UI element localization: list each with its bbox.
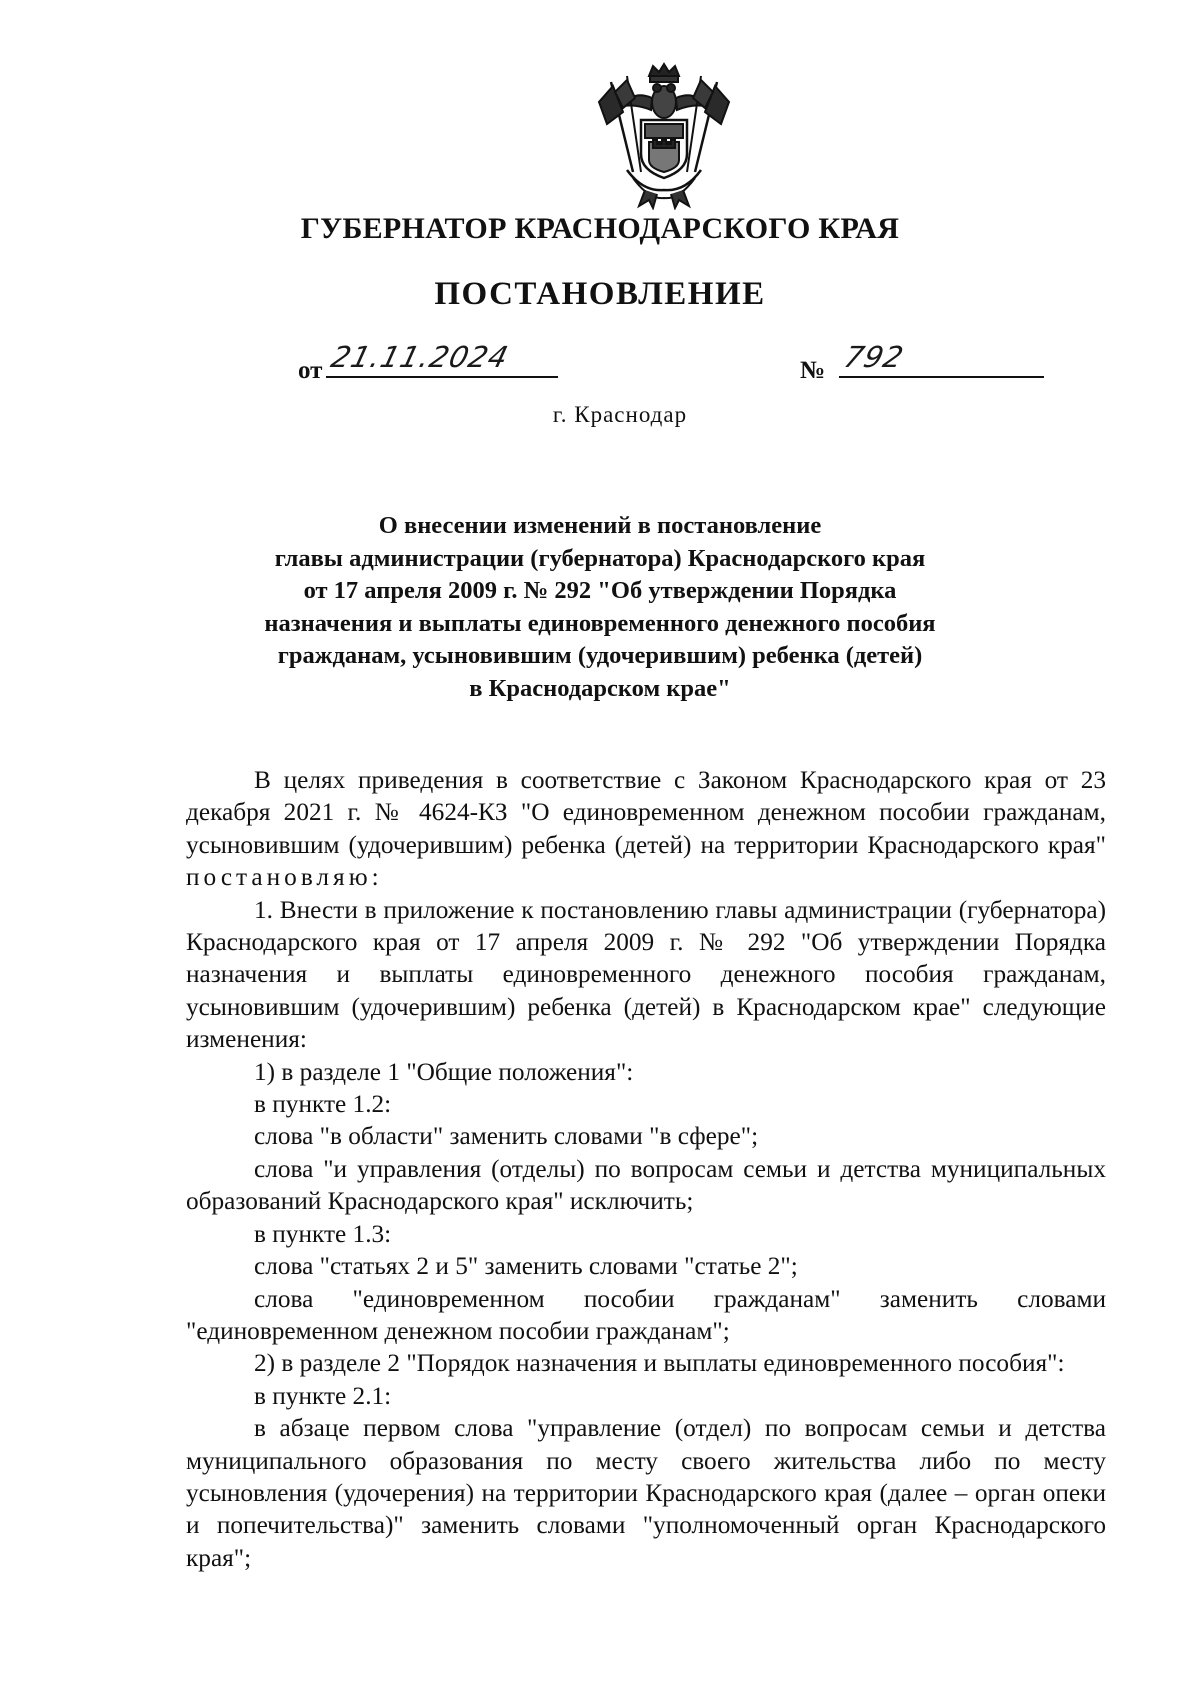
decree-word: постановляю: — [186, 863, 383, 892]
body-paragraph: 1) в разделе 1 "Общие положения": — [254, 1057, 634, 1086]
preamble-text: В целях приведения в соответствие с Законом Краснодарского края от 23 декабря 2021 г. № 4624-КЗ "О единовременном денежном пособии гражданам, усыновившим (удочерившим) ребенка (детей) на территории Краснодарского края" — [186, 766, 1106, 859]
document-title — [250, 510, 950, 705]
body-paragraph: 2) в разделе 2 "Порядок назначения и выплаты единовременного пособия": — [254, 1349, 1065, 1378]
issuing-authority: ГУБЕРНАТОР КРАСНОДАРСКОГО КРАЯ — [300, 212, 900, 245]
body-paragraph: слова "статьях 2 и 5" заменить словами "статье 2"; — [254, 1252, 798, 1281]
body-paragraph: слова "и управления (отделы) по вопросам семьи и детства муниципальных образований Краснодарского края" исключить; — [186, 1154, 1106, 1216]
body-paragraph: в пункте 2.1: — [254, 1381, 392, 1410]
title-line: главы администрации (губернатора) Краснодарского края — [274, 544, 926, 572]
number-prefix: № — [800, 357, 826, 384]
title-line: гражданам, усыновившим (удочерившим) ребенка (детей) — [277, 642, 923, 669]
body-paragraph: слова "в области" заменить словами "в сфере"; — [254, 1122, 759, 1151]
body-paragraph: 1. Внести в приложение к постановлению главы администрации (губернатора) Краснодарского края от 17 апреля 2009 г. № 292 "Об утверждении Порядка назначения и выплаты единовременного денежного пособия гражданам, усыновившим (удочерившим) ребенка (детей) в Краснодарском крае" следующие изменения: — [186, 895, 1106, 1054]
title-line: от 17 апреля 2009 г. № 292 "Об утверждении Порядка — [303, 577, 897, 604]
handwritten-date: 21.11.2024 — [328, 340, 513, 374]
preamble-paragraph — [186, 764, 1106, 894]
date-field — [326, 340, 558, 378]
title-line: О внесении изменений в постановление — [378, 512, 822, 539]
title-line: в Краснодарском крае" — [469, 674, 731, 702]
number-line — [800, 340, 1044, 385]
date-prefix: от — [298, 357, 323, 384]
coat-of-arms-emblem — [593, 62, 735, 210]
body-paragraph: в пункте 1.3: — [254, 1219, 392, 1248]
number-field — [839, 340, 1044, 378]
body-paragraph: слова "единовременном пособии гражданам" заменить словами "единовременном денежном пособии гражданам"; — [186, 1284, 1106, 1345]
body-paragraph: в пункте 1.2: — [254, 1090, 392, 1119]
date-line — [298, 340, 558, 385]
document-body — [186, 764, 1106, 1574]
body-paragraph: в абзаце первом слова "управление (отдел) по вопросам семьи и детства муниципального образования по месту своего жительства либо по месту усыновления (удочерения) на территории Краснодарского края (далее – орган опеки и попечительства)" заменить словами "уполномоченный орган Краснодарского края"; — [186, 1414, 1106, 1572]
handwritten-number: 792 — [840, 340, 908, 374]
title-line: назначения и выплаты единовременного денежного пособия — [264, 609, 936, 637]
document-type: ПОСТАНОВЛЕНИЕ — [434, 276, 766, 312]
city: г. Краснодар — [552, 402, 688, 427]
